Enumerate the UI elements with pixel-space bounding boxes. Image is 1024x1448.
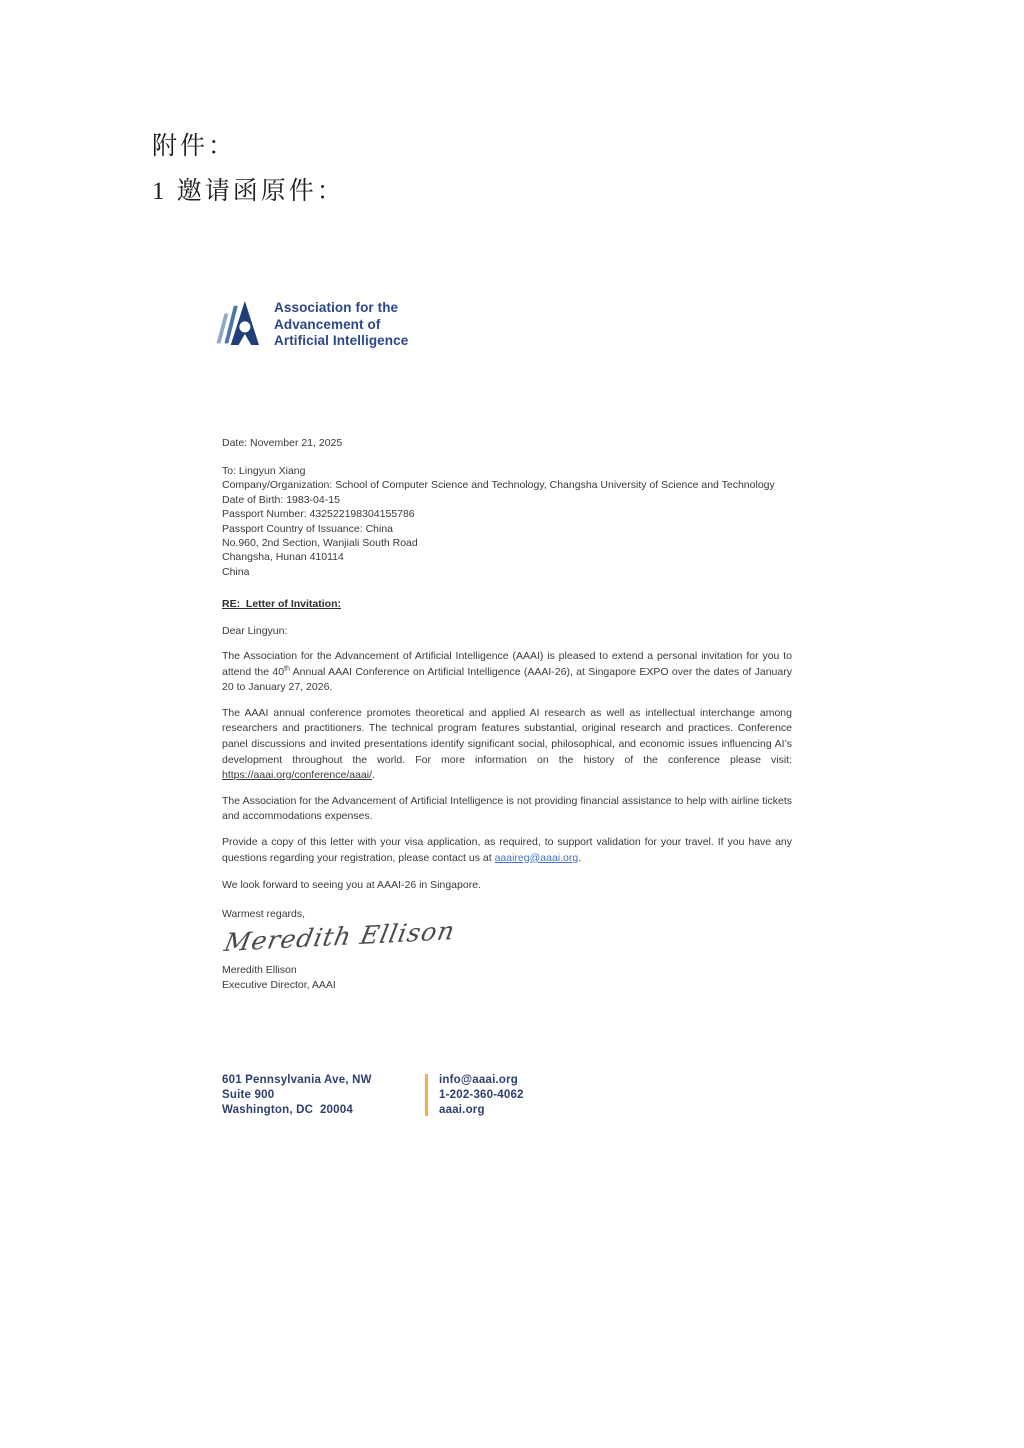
recipient-to: To: Lingyun Xiang [222,464,306,477]
attachment-label: 附件： [152,133,237,160]
letterhead-footer [222,1073,524,1118]
footer-address-line-3: Washington, DC 20004 [222,1104,353,1116]
recipient-organization: Company/Organization: School of Computer Science and Technology, Changsha University of Science and Technology [222,479,775,492]
footer-website: aaai.org [439,1104,485,1116]
recipient-passport-country: Passport Country of Issuance: China [222,522,394,535]
paragraph-visa-text: Provide a copy of this letter with your visa application, as required, to support validation for your travel. If you have any questions regarding your registration, please contact us at [222,835,792,864]
paragraph-invitation-text-cont: Annual AAAI Conference on Artificial Intelligence (AAAI-26), at Singapore EXPO over the dates of January 20 to January 27, 2026. [222,665,792,694]
logo-line-1: Association for the [274,300,399,315]
paragraph-visa-period: . [578,851,582,864]
salutation: Dear Lingyun: [222,624,288,637]
footer-divider [425,1074,428,1116]
recipient-country: China [222,565,250,578]
recipient-city: Changsha, Hunan 410114 [222,551,344,564]
recipient-block [222,464,792,579]
aaai-logo-icon [215,298,259,348]
paragraph-invitation [222,649,792,696]
closing: Warmest regards, [222,907,306,920]
ordinal-superscript: th [284,665,290,673]
invitation-letter [222,298,792,992]
paragraph-financial-disclaimer: The Association for the Advancement of Artificial Intelligence is not providing financial assistance to help with airline tickets and accommodations expenses. [222,794,792,823]
paragraph-visa-instructions [222,835,792,866]
subject-line: RE: Letter of Invitation: [222,598,341,611]
registration-email-link[interactable]: aaaireg@aaai.org [494,851,579,864]
aaai-logo [215,298,792,350]
signer-title: Executive Director, AAAI [222,978,336,991]
recipient-date-of-birth: Date of Birth: 1983-04-15 [222,493,340,506]
attachment-heading [152,124,345,214]
paragraph-conference-text: The AAAI annual conference promotes theoretical and applied AI research as well as intellectual interchange among researchers and practitioners. The technical program features substantial, original research and practices. Conference panel discussions and invited presentations identify significant social, philosophical, and economic issues influencing AI’s development throughout the world. For more information on the history of the conference please visit: [222,706,792,766]
footer-phone: 1-202-360-4062 [439,1089,524,1101]
letter-date: Date: November 21, 2025 [222,436,343,449]
paragraph-invitation-text: The Association for the Advancement of Artificial Intelligence (AAAI) is pleased to extend a personal invitation for you to attend the 40 [222,649,792,678]
conference-history-link[interactable]: https://aaai.org/conference/aaai/ [222,769,373,782]
paragraph-conference-info [222,706,792,784]
signature-script: Meredith Ellison [222,916,458,958]
footer-address-block [222,1073,425,1118]
recipient-street: No.960, 2nd Section, Wanjiali South Road [222,536,418,549]
recipient-passport-number: Passport Number: 432522198304155786 [222,508,415,521]
paragraph-look-forward: We look forward to seeing you at AAAI-26 in Singapore. [222,879,481,892]
footer-email: info@aaai.org [439,1074,518,1086]
aaai-logo-wordmark [274,300,408,350]
footer-address-line-2: Suite 900 [222,1089,275,1101]
logo-line-2: Advancement of [274,316,381,332]
logo-line-3: Artificial Intelligence [274,333,409,348]
footer-address-line-1: 601 Pennsylvania Ave, NW [222,1074,372,1086]
signer-name: Meredith Ellison [222,964,297,977]
attachment-item: 1 邀请函原件： [152,178,345,205]
paragraph-conference-period: . [372,769,375,782]
footer-contact-block [439,1073,524,1118]
